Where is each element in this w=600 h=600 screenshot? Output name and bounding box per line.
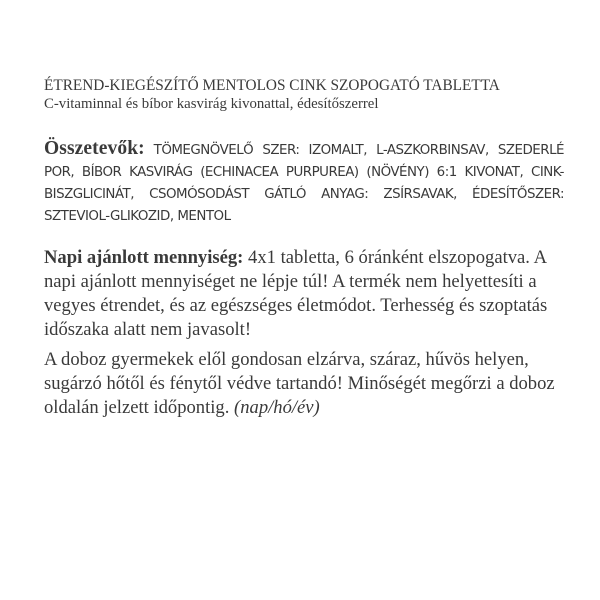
ingredients-section — [44, 138, 564, 228]
storage-text: A doboz gyermekek elől gondosan elzárva, száraz, hűvös helyen, sugárzó hőtől és fénytől védve tartandó! Minőségét megőrzi a doboz oldalán jelzett időpontig. — [44, 349, 555, 418]
product-label — [44, 76, 564, 420]
dosage-text: 4x1 tabletta, 6 óránként elszopogatva. A napi ajánlott mennyiséget ne lépje túl! A termék nem helyettesíti a vegyes étrendet, és az egészséges életmódot. Terhesség és szoptatás időszaka alatt nem javasolt! — [44, 247, 548, 340]
storage-section — [44, 348, 564, 420]
date-format-note: (nap/hó/év) — [234, 397, 320, 418]
dosage-heading: Napi ajánlott mennyiség: — [44, 247, 244, 268]
dosage-section — [44, 246, 564, 342]
product-title: ÉTREND-KIEGÉSZÍTŐ MENTOLOS CINK SZOPOGATÓ TABLETTA — [44, 77, 500, 94]
ingredients-heading: Összetevők: — [44, 138, 145, 159]
ingredients-text: TÖMEGNÖVELŐ SZER: IZOMALT, L-ASZKORBINSAV, SZEDERLÉ POR, BÍBOR KASVIRÁG (ECHINACEA PURPUREA) (NÖVÉNY) 6:1 KIVONAT, CINK-BISZGLICINÁT, CSOMÓSODÁST GÁTLÓ ANYAG: ZSÍRSAVAK, ÉDESÍTŐSZER: SZTEVIOL-GLIKOZID, MENTOL — [44, 143, 564, 224]
product-subtitle: C-vitaminnal és bíbor kasvirág kivonattal, édesítőszerrel — [44, 96, 379, 112]
